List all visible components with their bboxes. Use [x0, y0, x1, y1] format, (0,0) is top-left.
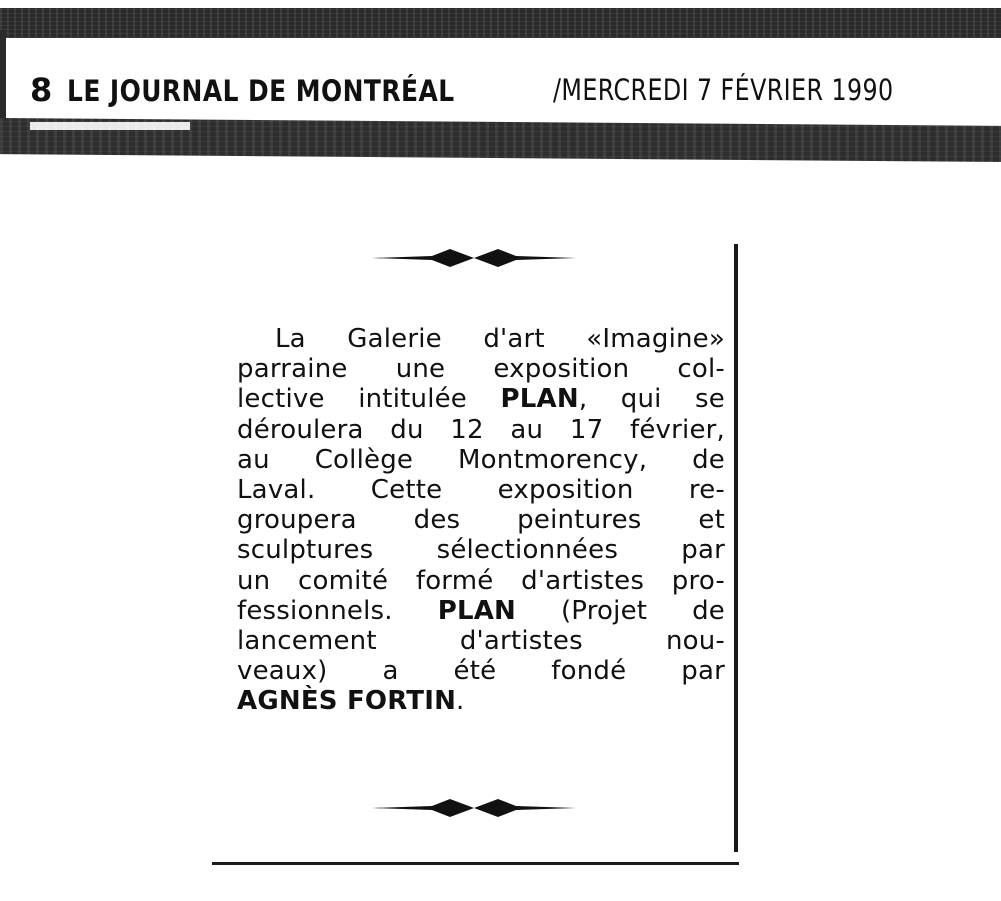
masthead-separator: /: [553, 73, 562, 107]
article-line: [237, 686, 725, 716]
date-block: [553, 70, 894, 110]
article-line: La Galerie d'art «Imagine»: [275, 324, 725, 354]
article-text: lective intitulée: [237, 384, 501, 415]
masthead-band-highlight: [30, 122, 190, 130]
masthead: [0, 0, 1001, 170]
article-line: [237, 596, 725, 626]
newspaper-name: LE JOURNAL DE MONTRÉAL: [66, 74, 455, 108]
founder-name: AGNÈS FORTIN: [237, 686, 457, 717]
article-line: parraine une exposition col-: [237, 354, 725, 385]
masthead-top-band: [0, 8, 1001, 38]
article-line: lancement d'artistes nou-: [237, 626, 725, 657]
clipping-bottom-rule: [212, 862, 739, 865]
plan-name: PLAN: [437, 595, 517, 626]
article-line: un comité formé d'artistes pro-: [237, 565, 725, 596]
article-text: .: [456, 686, 465, 717]
article-body: [237, 324, 725, 717]
article-line: Laval. Cette exposition re-: [237, 475, 725, 506]
publication-date: MERCREDI 7 FÉVRIER 1990: [561, 73, 894, 107]
article-text: (Projet de: [516, 595, 725, 626]
article-line: [237, 384, 725, 414]
article-line: groupera des peintures et: [237, 505, 725, 536]
diamond-ornament-bottom: [372, 796, 576, 820]
article-line: déroulera du 12 au 17 février,: [237, 414, 725, 445]
article-text: fessionnels.: [237, 595, 438, 626]
article-line: sculptures sélectionnées par: [237, 535, 725, 566]
newspaper-clipping: [212, 240, 739, 870]
article-text: , qui se: [578, 384, 725, 415]
plan-name: PLAN: [500, 384, 579, 415]
article-line: au Collège Montmorency, de: [237, 444, 725, 475]
masthead-line: [30, 70, 894, 112]
masthead-left-frame: [0, 30, 6, 130]
page-number: 8: [30, 71, 53, 109]
article-line: veaux) a été fondé par: [237, 656, 725, 687]
clipping-right-edge: [734, 244, 738, 852]
diamond-ornament-top: [372, 246, 576, 270]
